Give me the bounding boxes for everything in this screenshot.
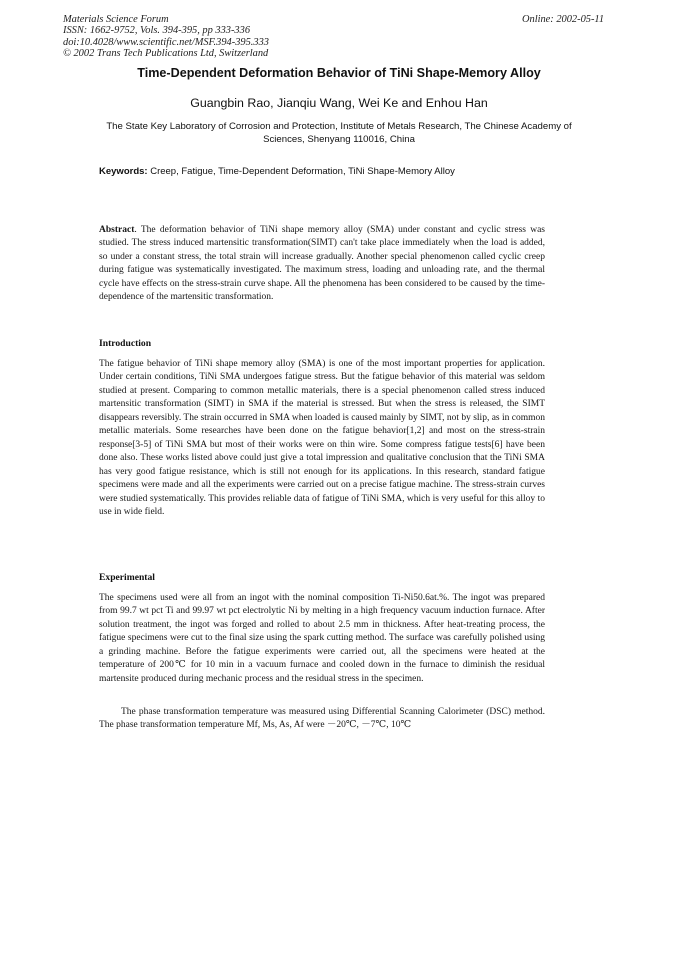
introduction-text: The fatigue behavior of TiNi shape memory alloy (SMA) is one of the most important properties for application. Under certain conditions, TiNi SMA undergoes fatigue stress. But the fatigue behavior of this material was seldom studied at present. Comparing to common metallic materials, there is a special phenomenon called stress induced martensitic transformation (SIMT) in SMA if the material is stressed. But when the stress is released, the SIMT disappears reversibly. The strain occurred in SMA when loaded is caused mainly by SIMT, not by slip, as in common metallic materials. Some researches have been done on the fatigue behavior[1,2] and most on the stress-strain response[3-5] of TiNi SMA but most of their works were on thin wire. Some compress fatigue tests[6] have been done also. These works listed above could just give a total impression and qualitative conclusion that the TiNi SMA has very good fatigue resistance, which is still not enough for its applications. In this research, standard fatigue specimens were made and all the experiments were carried out on a precise fatigue machine. The stress-strain curves were studied systematically. This provides reliable data of fatigue of TiNi SMA, which is very useful for this alloy to use in wide field. (99, 359, 545, 517)
copyright-line: © 2002 Trans Tech Publications Ltd, Switzerland (63, 47, 269, 59)
keywords-label: Keywords: (99, 166, 148, 177)
keywords (99, 166, 579, 178)
issn-line: ISSN: 1662-9752, Vols. 394-395, pp 333-336 (63, 25, 251, 37)
introduction-heading: Introduction (99, 338, 152, 349)
author-list: Guangbin Rao, Jianqiu Wang, Wei Ke and Enhou Han (190, 96, 488, 110)
paper-title: Time-Dependent Deformation Behavior of TiNi Shape-Memory Alloy (137, 66, 541, 80)
abstract-text: . The deformation behavior of TiNi shape memory alloy (SMA) under constant and cyclic stress was studied. The stress induced martensitic transformation(SIMT) can't take place immediately when the load is added, so under a constant stress, the total strain will increase gradually. Another special phenomenon called cyclic creep during fatigue was systematically investigated. The maximum stress, loading and unloading rate, and the thermal cycle have effects on the stress-strain curve shape. All the phenomena has been considered to be caused by the time-dependence of the martensitic transformation. (99, 225, 545, 303)
online-date: Online: 2002-05-11 (522, 14, 605, 25)
keywords-text: Creep, Fatigue, Time-Dependent Deformation, TiNi Shape-Memory Alloy (150, 166, 455, 177)
doi-line: doi:10.4028/www.scientific.net/MSF.394-395.333 (63, 36, 269, 48)
journal-name: Materials Science Forum (63, 14, 169, 25)
experimental-paragraph-2: The phase transformation temperature was measured using Differential Scanning Calorimeter (DSC) method. The phase transformation temperature Mf, Ms, As, Af were －20℃, －7℃, 10℃ (99, 707, 545, 731)
abstract-label: Abstract (99, 225, 135, 235)
experimental-paragraph-1: The specimens used were all from an ingot with the nominal composition Ti-Ni50.6at.%. The ingot was prepared from 99.7 wt pct Ti and 99.97 wt pct electrolytic Ni by melting in a high frequency vacuum induction furnace. After solution treatment, the ingot was forged and rolled to about 2.5 mm in thickness. After heat-treating process, the fatigue specimens were cut to the final size using the spark cutting method. The surface was carefully polished using a grinding machine. Before the fatigue experiments were carried out, all the specimens were heated at the temperature of 200℃ for 10 min in a vacuum furnace and cooled down in the furnace to diminish the residual martensite produced during mechanic process and the residual stress in the specimen. (99, 593, 545, 684)
experimental-heading: Experimental (99, 572, 155, 583)
abstract (99, 224, 545, 305)
citation-header (63, 14, 269, 59)
affiliation: The State Key Laboratory of Corrosion and Protection, Institute of Metals Research, The Chinese Academy of Sciences, Shenyang 110016, China (106, 121, 572, 145)
